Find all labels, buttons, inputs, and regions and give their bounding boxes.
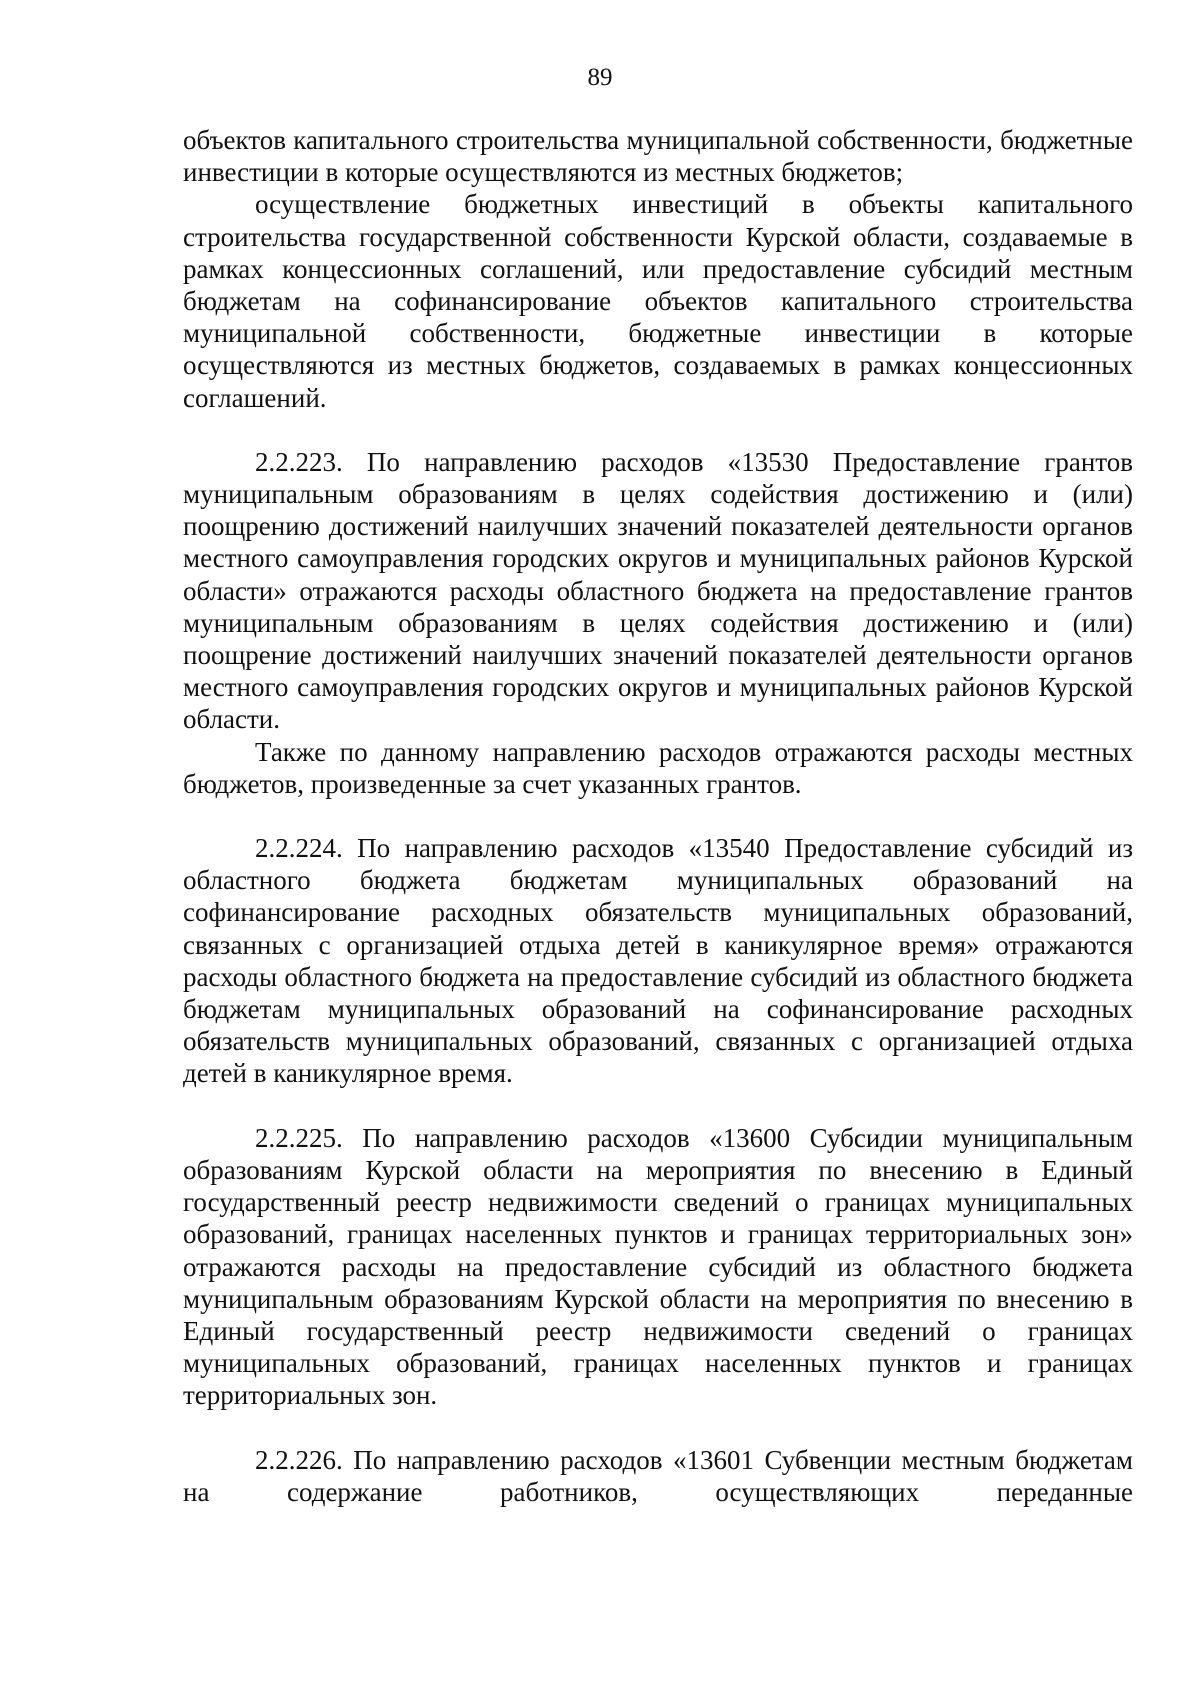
page-number: 89 <box>587 64 613 91</box>
paragraph-2-2-226: 2.2.226. По направлению расходов «13601 Субвенции местным бюджетам на содержание работников, осуществляющих переданные <box>183 1444 1133 1507</box>
paragraph-continuation: объектов капитального строительства муниципальной собственности, бюджетные инвестиции в которые осуществляются из местных бюджетов; <box>183 125 1133 188</box>
paragraph-2-2-224: 2.2.224. По направлению расходов «13540 Предоставление субсидий из областного бюджета бюджетам муниципальных образований на софинансирование расходных обязательств муниципальных образований, связанных с организацией отдыха детей в каникулярное время» отражаются расходы областного бюджета на предоставление субсидий из областного бюджета бюджетам муниципальных образований на софинансирование расходных обязательств муниципальных образований, связанных с организацией отдыха детей в каникулярное время. <box>183 833 1133 1089</box>
paragraph-investments: осуществление бюджетных инвестиций в объекты капитального строительства государственной собственности Курской области, создаваемые в рамках концессионных соглашений, или предоставление субсидий местным бюджетам на софинансирование объектов капитального строительства муниципальной собственности, бюджетные инвестиции в которые осуществляются из местных бюджетов, создаваемых в рамках концессионных соглашений. <box>183 189 1133 413</box>
document-body <box>183 124 1133 1508</box>
paragraph-2-2-223-note: Также по данному направлению расходов отражаются расходы местных бюджетов, произведенные за счет указанных грантов. <box>183 736 1133 799</box>
paragraph-2-2-225: 2.2.225. По направлению расходов «13600 Субсидии муниципальным образованиям Курской области на мероприятия по внесению в Единый государственный реестр недвижимости сведений о границах муниципальных образований, границах населенных пунктов и границах территориальных зон» отражаются расходы на предоставление субсидий из областного бюджета муниципальным образованиям Курской области на мероприятия по внесению в Единый государственный реестр недвижимости сведений о границах муниципальных образований, границах населенных пунктов и границах территориальных зон. <box>183 1122 1133 1411</box>
paragraph-2-2-223: 2.2.223. По направлению расходов «13530 Предоставление грантов муниципальным образованиям в целях содействия достижению и (или) поощрению достижений наилучших значений показателей деятельности органов местного самоуправления городских округов и муниципальных районов Курской области» отражаются расходы областного бюджета на предоставление грантов муниципальным образованиям в целях содействия достижению и (или) поощрение достижений наилучших значений показателей деятельности органов местного самоуправления городских округов и муниципальных районов Курской области. <box>183 446 1133 735</box>
